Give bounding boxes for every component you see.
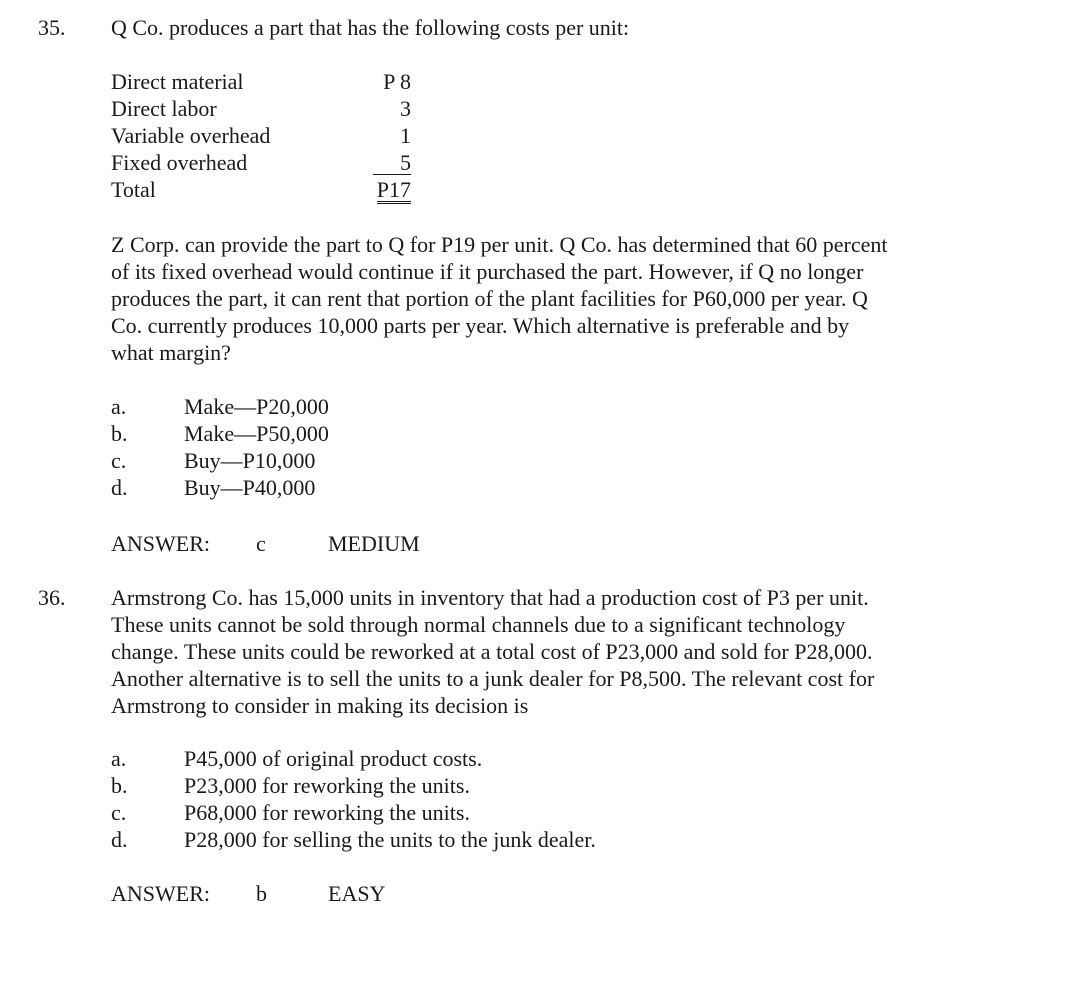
option-text: Make—P20,000	[184, 394, 329, 419]
body-line: These units cannot be sold through normal channels due to a significant technology	[111, 612, 846, 637]
body-line: Armstrong to consider in making its decision is	[111, 693, 529, 718]
cost-value: 1	[400, 123, 411, 148]
cost-label: Direct material	[111, 69, 244, 94]
cost-total-value: P17	[376, 177, 411, 202]
options-list	[111, 393, 911, 501]
answer-row	[111, 880, 611, 907]
option-c	[111, 447, 911, 474]
option-b	[111, 420, 911, 447]
option-letter: c.	[111, 448, 127, 473]
difficulty-label: MEDIUM	[328, 531, 420, 556]
cost-label: Direct labor	[111, 96, 217, 121]
body-line: Co. currently produces 10,000 parts per year. Which alternative is preferable and by	[111, 313, 850, 338]
option-d	[111, 474, 911, 501]
option-text: Buy—P40,000	[184, 475, 316, 500]
option-letter: b.	[111, 773, 128, 798]
question-body	[111, 231, 981, 366]
cost-value: P 8	[383, 69, 411, 94]
body-line: produces the part, it can rent that portion of the plant facilities for P60,000 per year. Q	[111, 286, 868, 311]
option-text: Make—P50,000	[184, 421, 329, 446]
option-letter: d.	[111, 827, 128, 852]
option-text: P68,000 for reworking the units.	[184, 800, 470, 825]
option-letter: d.	[111, 475, 128, 500]
body-line: Armstrong Co. has 15,000 units in inventory that had a production cost of P3 per unit.	[111, 585, 869, 610]
option-b	[111, 772, 911, 799]
option-letter: a.	[111, 746, 127, 771]
cost-label: Total	[111, 177, 156, 202]
cost-label: Variable overhead	[111, 123, 271, 148]
cost-row-total	[111, 176, 411, 203]
cost-label: Fixed overhead	[111, 150, 248, 175]
cost-row	[111, 68, 411, 95]
option-text: P45,000 of original product costs.	[184, 746, 483, 771]
cost-row	[111, 149, 411, 176]
body-line: of its fixed overhead would continue if it purchased the part. However, if Q no longer	[111, 259, 864, 284]
body-line: Another alternative is to sell the units to a junk dealer for P8,500. The relevant cost for	[111, 666, 875, 691]
answer-label: ANSWER:	[111, 531, 210, 556]
cost-row	[111, 122, 411, 149]
option-letter: a.	[111, 394, 127, 419]
question-body	[111, 584, 981, 719]
cost-value-wrap	[377, 176, 411, 204]
option-text: P23,000 for reworking the units.	[184, 773, 470, 798]
question-number: 36.	[38, 585, 66, 610]
body-line: Z Corp. can provide the part to Q for P19 per unit. Q Co. has determined that 60 percent	[111, 232, 888, 257]
question-number: 35.	[38, 15, 66, 40]
option-a	[111, 745, 911, 772]
cost-row	[111, 95, 411, 122]
option-letter: c.	[111, 800, 127, 825]
option-a	[111, 393, 911, 420]
option-letter: b.	[111, 421, 128, 446]
option-text: P28,000 for selling the units to the junk dealer.	[184, 827, 596, 852]
difficulty-label: EASY	[328, 881, 386, 906]
answer-label: ANSWER:	[111, 881, 210, 906]
option-c	[111, 799, 911, 826]
body-line: change. These units could be reworked at a total cost of P23,000 and sold for P28,000.	[111, 639, 873, 664]
question-stem: Q Co. produces a part that has the following costs per unit:	[111, 15, 630, 40]
options-list	[111, 745, 911, 853]
answer-value: c	[256, 531, 266, 556]
body-line: what margin?	[111, 340, 231, 365]
cost-table	[111, 68, 411, 203]
cost-value: 5	[373, 152, 411, 175]
option-d	[111, 826, 911, 853]
answer-row	[111, 530, 611, 557]
cost-value-wrap	[373, 149, 411, 176]
cost-value: 3	[400, 96, 411, 121]
answer-value: b	[256, 881, 267, 906]
option-text: Buy—P10,000	[184, 448, 316, 473]
